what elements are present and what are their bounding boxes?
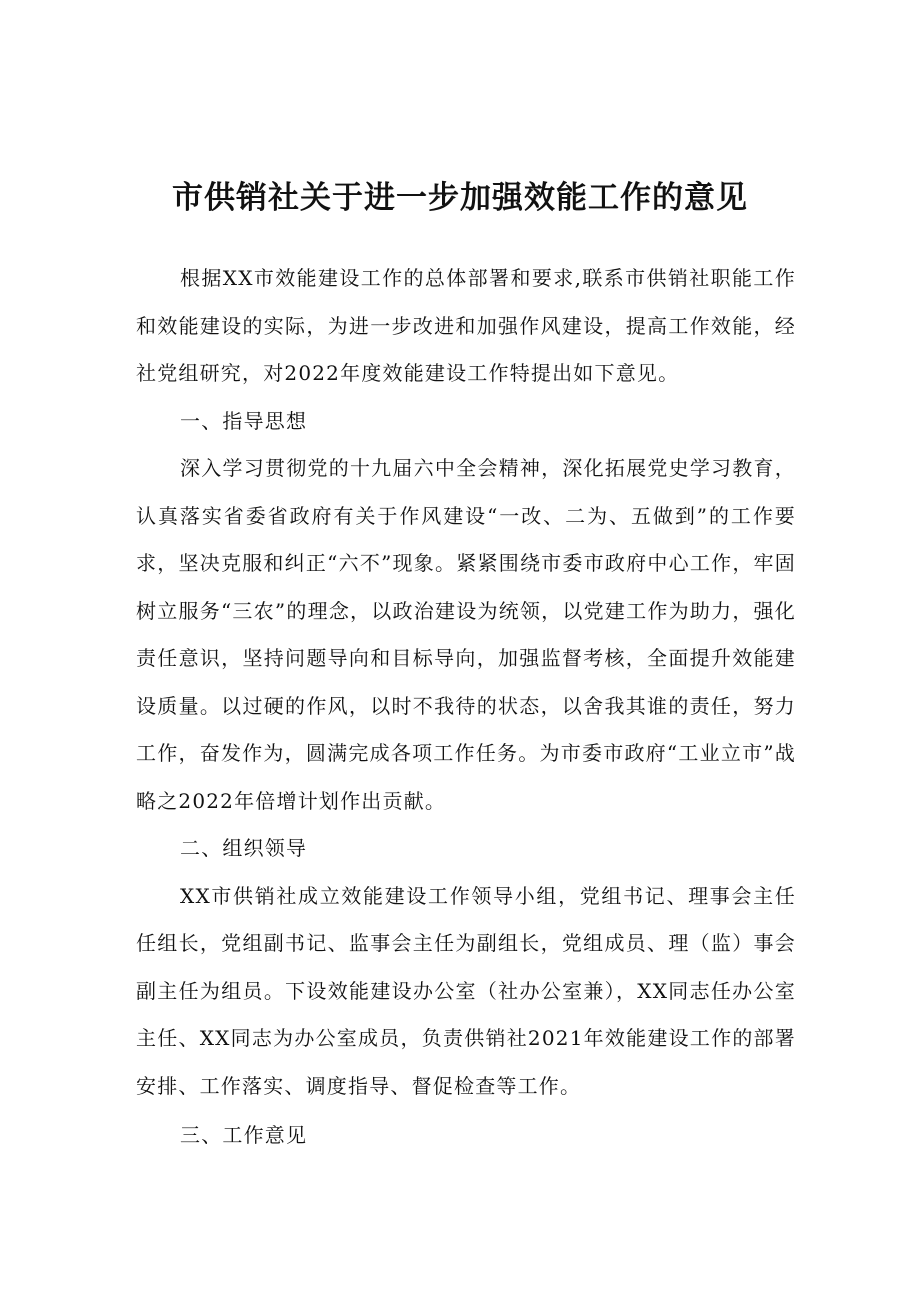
document-body [136, 255, 796, 1160]
section-heading-guiding-ideology: 一、指导思想 [180, 408, 308, 433]
section-heading-organization-leadership: 二、组织领导 [180, 836, 308, 860]
intro-paragraph: 根据XX市效能建设工作的总体部署和要求,联系市供销社职能工作和效能建设的实际，为进一步改进和加强作风建设，提高工作效能，经社党组研究，对2022年度效能建设工作特提出如下意见。 [136, 266, 796, 385]
section-heading-work-opinions: 三、工作意见 [180, 1123, 308, 1147]
guiding-ideology-paragraph: 深入学习贯彻党的十九届六中全会精神，深化拓展党史学习教育，认真落实省委省政府有关于作风建设“一改、二为、五做到”的工作要求，坚决克服和纠正“六不”现象。紧紧围绕市委市政府中心工作，牢固树立服务“三农”的理念，以政治建设为统领，以党建工作为助力，强化责任意识，坚持问题导向和目标导向，加强监督考核，全面提升效能建设质量。以过硬的作风，以时不我待的状态，以舍我其谁的责任，努力工作，奋发作为，圆满完成各项工作任务。为市委市政府“工业立市”战略之2022年倍增计划作出贡献。 [136, 456, 796, 813]
organization-leadership-paragraph: XX市供销社成立效能建设工作领导小组，党组书记、理事会主任任组长，党组副书记、监事会主任为副组长，党组成员、理（监）事会副主任为组员。下设效能建设办公室（社办公室兼），XX同志任办公室主任、XX同志为办公室成员，负责供销社2021年效能建设工作的部署安排、工作落实、调度指导、督促检查等工作。 [136, 883, 796, 1098]
document-title: 市供销社关于进一步加强效能工作的意见 [172, 180, 748, 216]
